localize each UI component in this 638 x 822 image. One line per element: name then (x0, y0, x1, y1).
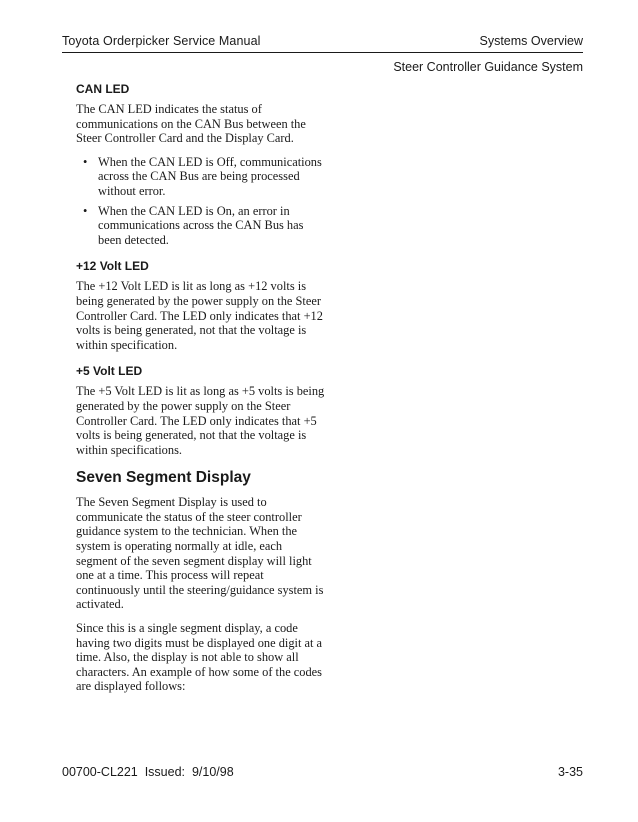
section-12-volt-led (76, 259, 326, 352)
section-paragraph: The +5 Volt LED is lit as long as +5 volts is being generated by the power supply on the Steer Controller Card. The LED only indicates that +5 volts is being generated, not that the voltage is within specifications. (76, 384, 325, 457)
section-title: Systems Overview (479, 34, 583, 48)
page-number: 3-35 (557, 765, 583, 779)
list-item-text: When the CAN LED is On, an error in communications across the CAN Bus has been detected. (98, 203, 304, 247)
section-paragraph: The Seven Segment Display is used to communicate the status of the steer controller guidance system to the technician. When the system is operating normally at idle, each segment of the seven segment display will light one at a time. This process will repeat continuously until the steering/guidance system is activated. (76, 495, 324, 612)
bullet-icon: • (83, 154, 88, 169)
section-can-led (76, 82, 326, 247)
document-info: 00700-CL221 Issued: 9/10/98 (62, 765, 234, 779)
section-heading: +5 Volt LED (76, 364, 143, 379)
list-item-text: When the CAN LED is Off, communications across the CAN Bus are being processed without error. (98, 154, 322, 198)
manual-title: Toyota Orderpicker Service Manual (62, 34, 261, 48)
page-content (76, 82, 326, 706)
list-item (76, 155, 326, 199)
header-rule (62, 52, 583, 53)
bullet-list (76, 155, 326, 248)
list-item (76, 204, 326, 248)
section-5-volt-led (76, 364, 326, 457)
section-paragraph: The +12 Volt LED is lit as long as +12 volts is being generated by the power supply on the Steer Controller Card. The LED only indicates that +12 volts is being generated, not that the voltage is within specification. (76, 279, 323, 352)
section-heading: +12 Volt LED (76, 259, 149, 274)
section-paragraph: The CAN LED indicates the status of communications on the CAN Bus between the Steer Controller Card and the Display Card. (76, 102, 306, 146)
subsection-title: Steer Controller Guidance System (393, 60, 583, 74)
section-heading: CAN LED (76, 82, 130, 96)
bullet-icon: • (83, 203, 88, 218)
section-paragraph: Since this is a single segment display, a code having two digits must be displayed one digit at a time. Also, the display is not able to show all characters. An example of how some of the codes are displayed follows: (76, 621, 323, 694)
section-major-heading: Seven Segment Display (76, 469, 251, 487)
section-seven-segment-display (76, 469, 326, 694)
